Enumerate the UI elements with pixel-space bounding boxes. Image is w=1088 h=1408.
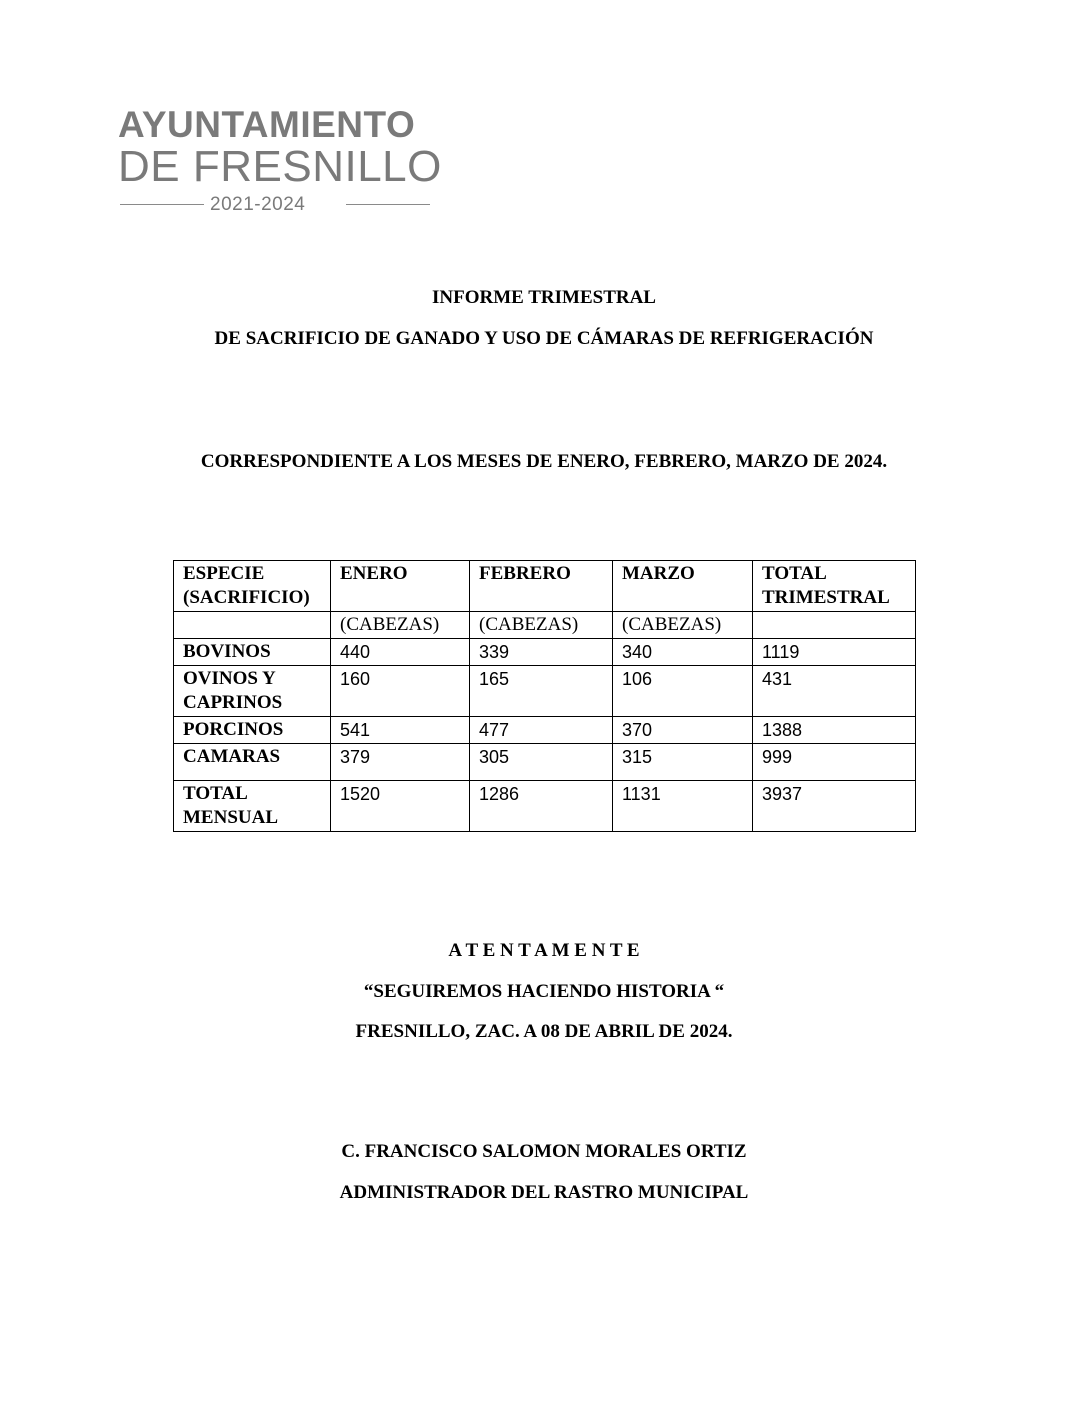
header-febrero: FEBRERO: [470, 561, 613, 612]
table-row: [174, 666, 916, 717]
cell-value: 165: [470, 666, 613, 717]
cell-value: 379: [331, 744, 470, 781]
table-row: [174, 717, 916, 744]
table-row: [174, 744, 916, 781]
logo-rule-right: [346, 204, 430, 205]
cell-value: 999: [753, 744, 916, 781]
cell-value: 541: [331, 717, 470, 744]
report-subtitle: DE SACRIFICIO DE GANADO Y USO DE CÁMARAS DE REFRIGERACIÓN: [214, 328, 874, 349]
place-date: FRESNILLO, ZAC. A 08 DE ABRIL DE 2024.: [355, 1021, 733, 1042]
logo-years: 2021-2024: [210, 194, 306, 215]
cell-value: 340: [613, 639, 753, 666]
table-row: [174, 781, 916, 832]
cell-value: 3937: [753, 781, 916, 832]
unit-cell: [753, 612, 916, 639]
header-enero: ENERO: [331, 561, 470, 612]
cell-value: 305: [470, 744, 613, 781]
row-label: CAMARAS: [174, 744, 331, 781]
cell-value: 339: [470, 639, 613, 666]
cell-value: 1388: [753, 717, 916, 744]
cell-value: 477: [470, 717, 613, 744]
header-marzo: MARZO: [613, 561, 753, 612]
row-label: PORCINOS: [174, 717, 331, 744]
logo-line2: DE FRESNILLO: [118, 142, 442, 191]
row-label: TOTAL MENSUAL: [174, 781, 331, 832]
cell-value: 160: [331, 666, 470, 717]
cell-value: 370: [613, 717, 753, 744]
table-row: [174, 639, 916, 666]
logo-years-row: [118, 194, 434, 218]
cell-value: 106: [613, 666, 753, 717]
header-total: TOTAL TRIMESTRAL: [753, 561, 916, 612]
salutation: A T E N T A M E N T E: [448, 940, 640, 961]
signer-name: C. FRANCISCO SALOMON MORALES ORTIZ: [341, 1141, 747, 1162]
cell-value: 1119: [753, 639, 916, 666]
cell-value: 1286: [470, 781, 613, 832]
row-label: OVINOS Y CAPRINOS: [174, 666, 331, 717]
slaughter-table: [173, 560, 916, 832]
motto: “SEGUIREMOS HACIENDO HISTORIA “: [363, 981, 725, 1002]
signer-position: ADMINISTRADOR DEL RASTRO MUNICIPAL: [339, 1182, 749, 1203]
unit-cell: (CABEZAS): [613, 612, 753, 639]
cell-value: 1131: [613, 781, 753, 832]
header-especie: ESPECIE (SACRIFICIO): [174, 561, 331, 612]
ayuntamiento-logo: [118, 104, 442, 215]
logo-line1: AYUNTAMIENTO: [118, 104, 416, 145]
unit-cell: (CABEZAS): [470, 612, 613, 639]
table-header-row: [174, 561, 916, 612]
cell-value: 431: [753, 666, 916, 717]
logo-rule-left: [120, 204, 204, 205]
cell-value: 1520: [331, 781, 470, 832]
unit-cell: [174, 612, 331, 639]
report-title: INFORME TRIMESTRAL: [432, 287, 656, 308]
table-units-row: [174, 612, 916, 639]
report-period: CORRESPONDIENTE A LOS MESES DE ENERO, FEBRERO, MARZO DE 2024.: [200, 451, 888, 472]
cell-value: 440: [331, 639, 470, 666]
cell-value: 315: [613, 744, 753, 781]
unit-cell: (CABEZAS): [331, 612, 470, 639]
row-label: BOVINOS: [174, 639, 331, 666]
